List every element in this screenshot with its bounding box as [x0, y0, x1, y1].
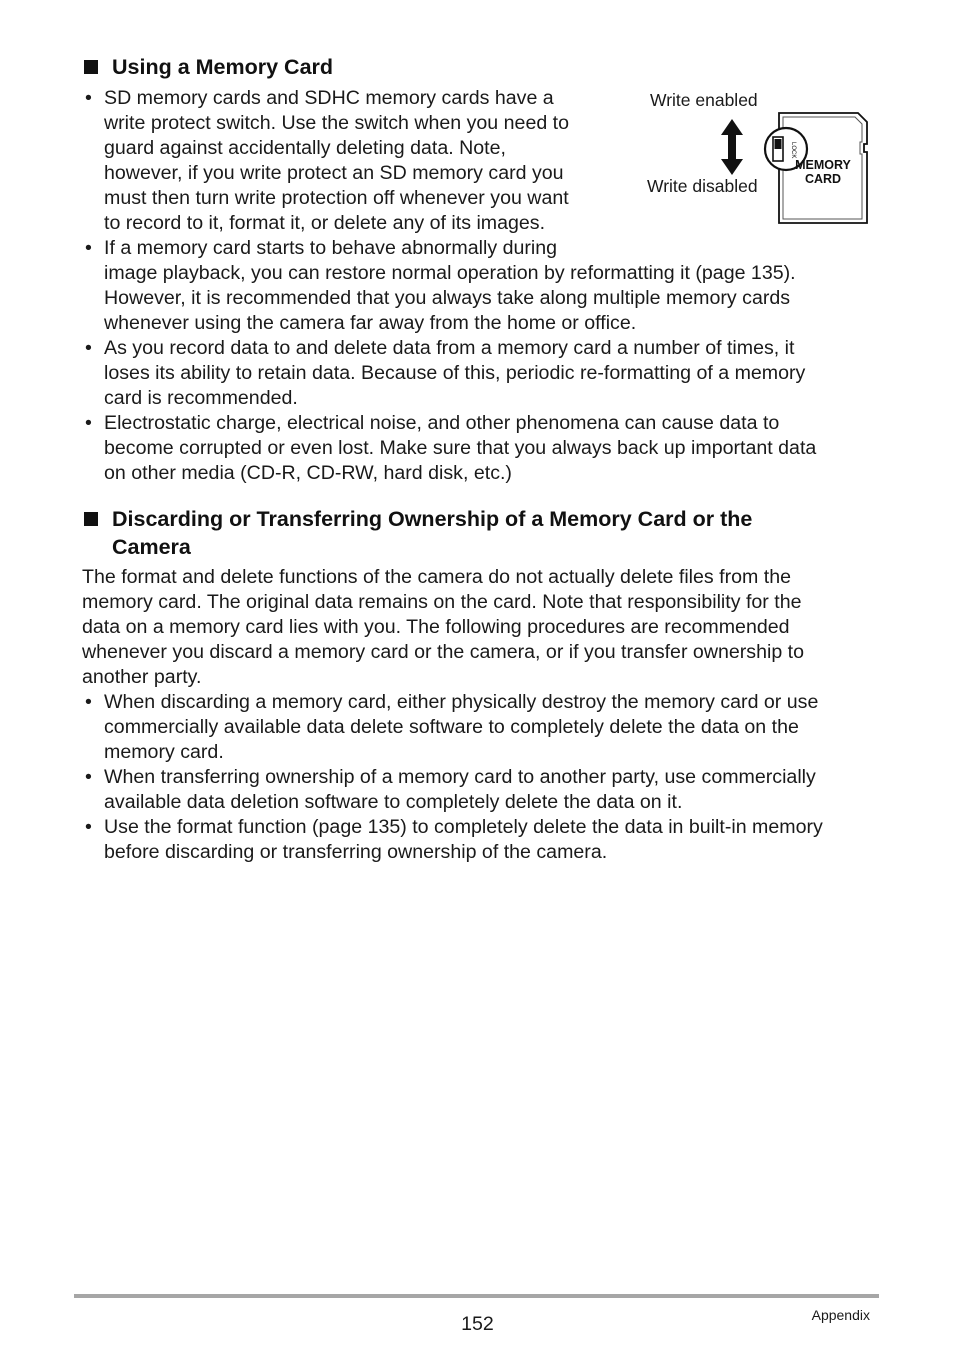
- list-item: • As you record data to and delete data from a memory card a number of times, it loses its ability to retain data. Because of this, periodic re-formatting of a memory card is recommended.: [85, 337, 806, 409]
- square-bullet-icon: [84, 60, 98, 74]
- list-item: • When transferring ownership of a memory card to another party, use commercially available data deletion software to completely delete the data on it.: [85, 766, 816, 813]
- section-heading-discarding: Discarding or Transferring Ownership of a Memory Card or the Camera: [84, 505, 752, 561]
- footer-divider: [74, 1294, 879, 1298]
- memory-card-illustration: [640, 86, 872, 228]
- list-item: • When discarding a memory card, either physically destroy the memory card or use commercially available data delete software to completely delete the data on the memory card.: [85, 691, 819, 763]
- up-down-arrow-icon: [721, 119, 743, 175]
- square-bullet-icon: [84, 512, 98, 526]
- list-item: • Electrostatic charge, electrical noise, and other phenomena can cause data to become corrupted or even lost. Make sure that you always back up important data on other media (CD-R, CD-RW, hard disk, etc.): [85, 412, 817, 484]
- list-item: • SD memory cards and SDHC memory cards have a write protect switch. Use the switch when you need to guard against accidentally deleting data. Note, however, if you write protect an SD memory card you must then turn write protection off whenever you want to record to it, format it, or delete any of its images.: [85, 87, 570, 234]
- list-item: • If a memory card starts to behave abnormally during image playback, you can restore normal operation by reformatting it (page 135). However, it is recommended that you always take along multiple memory cards whenever using the camera far away from the home or office.: [85, 237, 796, 334]
- card-text-line2: CARD: [804, 172, 842, 186]
- page-number: 152: [461, 1313, 494, 1335]
- section-heading-using-memory-card: Using a Memory Card: [84, 53, 333, 81]
- section-label: Appendix: [811, 1307, 870, 1323]
- intro-paragraph: The format and delete functions of the camera do not actually delete files from the memory card. The original data remains on the card. Note that responsibility for the data on a memory card lies with you. The following procedures are recommended whenever you discard a memory card or the camera, or if you transfer ownership to another party.: [82, 566, 805, 688]
- sd-card-icon: [765, 113, 867, 223]
- write-enabled-label: Write enabled: [650, 90, 758, 110]
- list-item: • Use the format function (page 135) to completely delete the data in built-in memory before discarding or transferring ownership of the camera.: [85, 816, 823, 863]
- bullet-list-top: [82, 86, 622, 236]
- memory-card-figure: [640, 86, 872, 228]
- bullet-list-section2: [82, 690, 882, 865]
- lock-text: LOCK: [790, 142, 796, 159]
- bullet-list-section1: [82, 236, 882, 486]
- write-disabled-label: Write disabled: [647, 176, 758, 196]
- card-text-line1: MEMORY: [795, 158, 851, 172]
